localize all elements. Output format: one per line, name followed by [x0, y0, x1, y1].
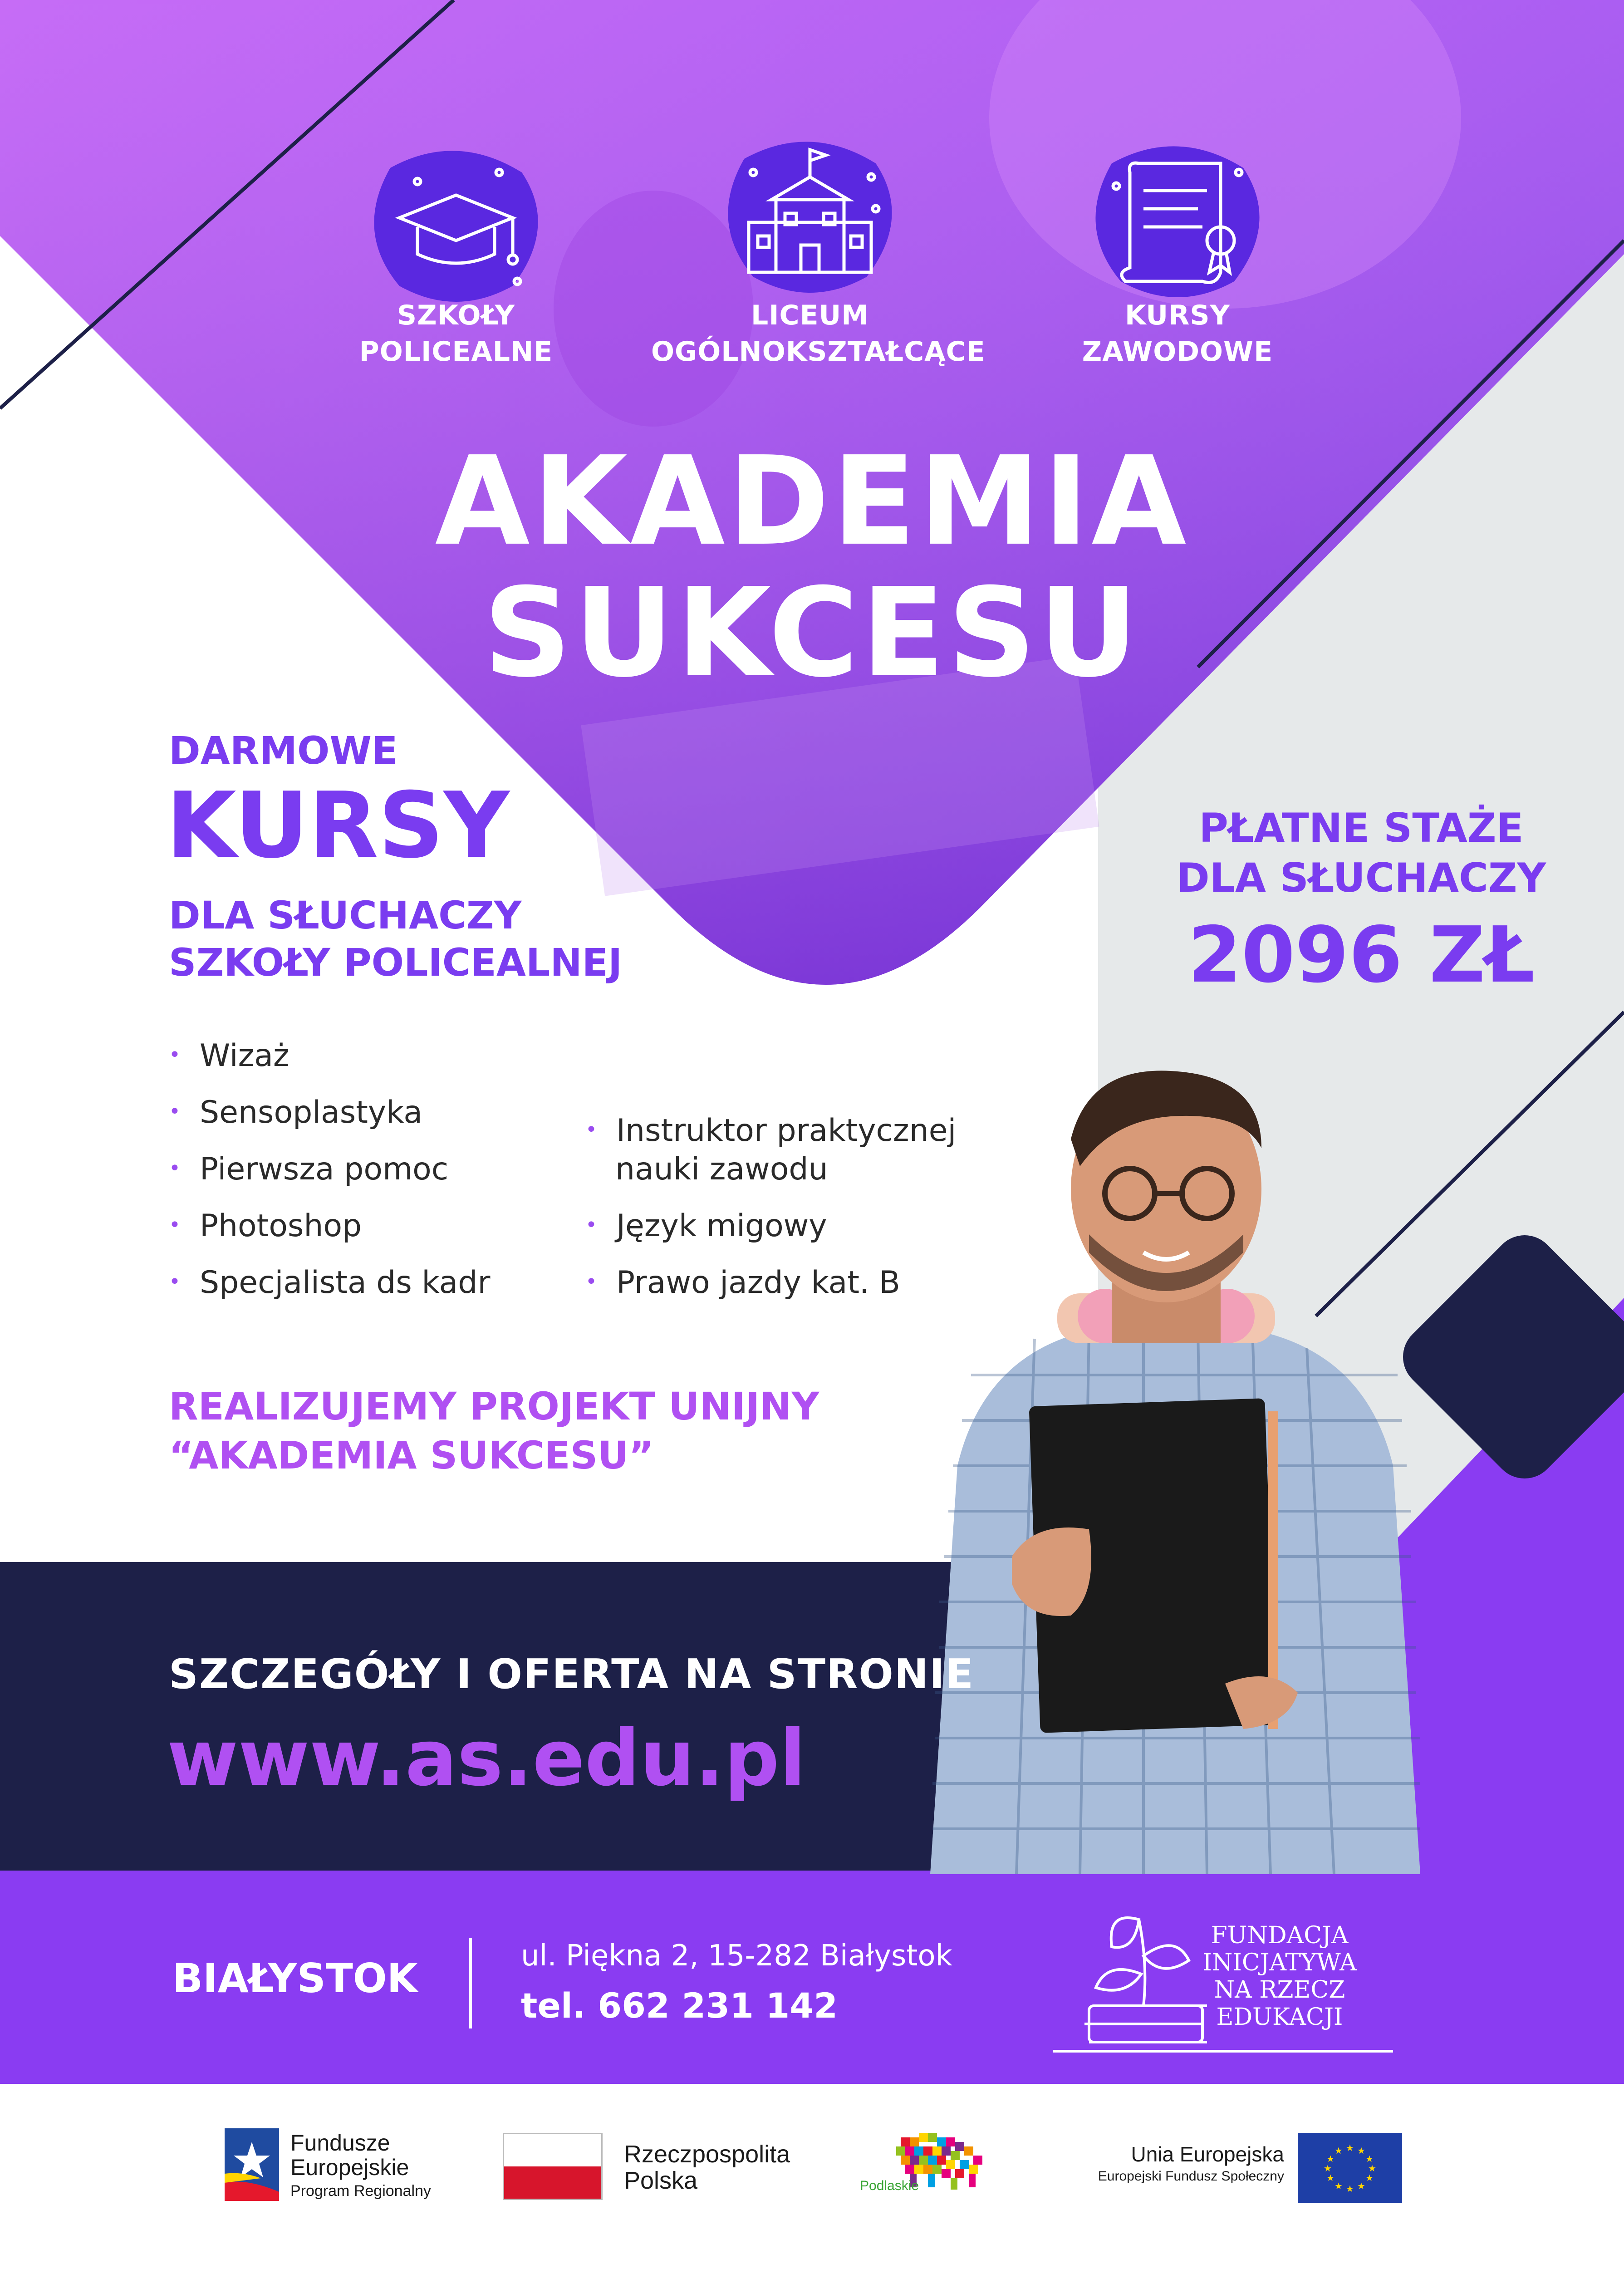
list-item: • Prawo jazdy kat. B	[585, 1265, 900, 1301]
rzeczpospolita-text: Rzeczpospolita Polska	[624, 2141, 790, 2194]
list-item: • Photoshop	[169, 1208, 362, 1244]
cta-text: SZCZEGÓŁY I OFERTA NA STRONIE	[169, 1650, 975, 1698]
cta-url-link[interactable]: www.as.edu.pl	[167, 1714, 806, 1803]
courses-pre: DARMOWE	[169, 728, 398, 773]
eu-text: Unia Europejska Europejski Fundusz Społeczny	[1098, 2142, 1284, 2184]
icon-label-szkoly: SZKOŁY POLICEALNE	[359, 300, 553, 368]
contact-phone[interactable]: tel. 662 231 142	[521, 1985, 838, 2026]
school-building-icon	[717, 132, 903, 300]
svg-text:★: ★	[1357, 2145, 1365, 2156]
list-item: • Instruktor praktycznej	[585, 1113, 957, 1149]
icon-label-liceum: LICEUM OGÓLNOKSZTAŁCĄCE	[651, 300, 986, 368]
svg-text:★: ★	[1346, 2142, 1354, 2153]
contact-address: ul. Piękna 2, 15-282 Białystok	[521, 1939, 952, 1973]
student-photo	[898, 1057, 1461, 1874]
courses-main: KURSY	[166, 773, 510, 879]
courses-sub: DLA SŁUCHACZY SZKOŁY POLICEALNEJ	[169, 893, 623, 985]
list-item: • Wizaż	[169, 1038, 289, 1074]
contact-divider	[469, 1938, 472, 2028]
svg-text:★: ★	[1326, 2172, 1335, 2183]
icon-label-kursy: KURSY ZAWODOWE	[1082, 300, 1273, 368]
internship-amount: 2096 ZŁ	[1187, 910, 1535, 1000]
svg-text:★: ★	[1324, 2163, 1332, 2174]
svg-text:★: ★	[1368, 2163, 1376, 2174]
graduation-cap-icon	[363, 141, 549, 309]
project-text: REALIZUJEMY PROJEKT UNIJNY “AKADEMIA SUKCESU”	[169, 1384, 819, 1478]
podlaskie-text: Podlaskie	[860, 2178, 919, 2193]
svg-text:★: ★	[1365, 2153, 1374, 2164]
list-item: • Sensoplastyka	[169, 1095, 422, 1130]
fundusze-europejskie-text: Fundusze Europejskie Program Regionalny	[290, 2130, 431, 2200]
contact-city: BIAŁYSTOK	[172, 1955, 418, 2002]
svg-text:★: ★	[1357, 2181, 1365, 2191]
eu-flag-icon	[1298, 2133, 1402, 2203]
fundusze-europejskie-logo	[220, 2124, 284, 2205]
list-item: • Pierwsza pomoc	[169, 1151, 449, 1187]
svg-text:★: ★	[1335, 2145, 1343, 2156]
list-item-continuation: nauki zawodu	[615, 1151, 828, 1187]
svg-text:★: ★	[1335, 2181, 1343, 2191]
list-item: • Język migowy	[585, 1208, 827, 1244]
page-title-line1: AKADEMIA	[435, 430, 1189, 573]
podlaskie-bison-logo	[887, 2128, 1005, 2205]
svg-text:★: ★	[1365, 2172, 1374, 2183]
svg-text:★: ★	[1346, 2183, 1354, 2194]
page-title-line2: SUKCESU	[483, 561, 1141, 704]
internship-heading: PŁATNE STAŻE DLA SŁUCHACZY	[1176, 805, 1546, 901]
polish-flag-icon	[503, 2133, 603, 2200]
certificate-scroll-icon	[1084, 136, 1271, 304]
foundation-name: FUNDACJA INICJATYWA NA RZECZ EDUKACJI	[1202, 1922, 1357, 2031]
list-item: • Specjalista ds kadr	[169, 1265, 491, 1301]
svg-text:★: ★	[1326, 2153, 1335, 2164]
